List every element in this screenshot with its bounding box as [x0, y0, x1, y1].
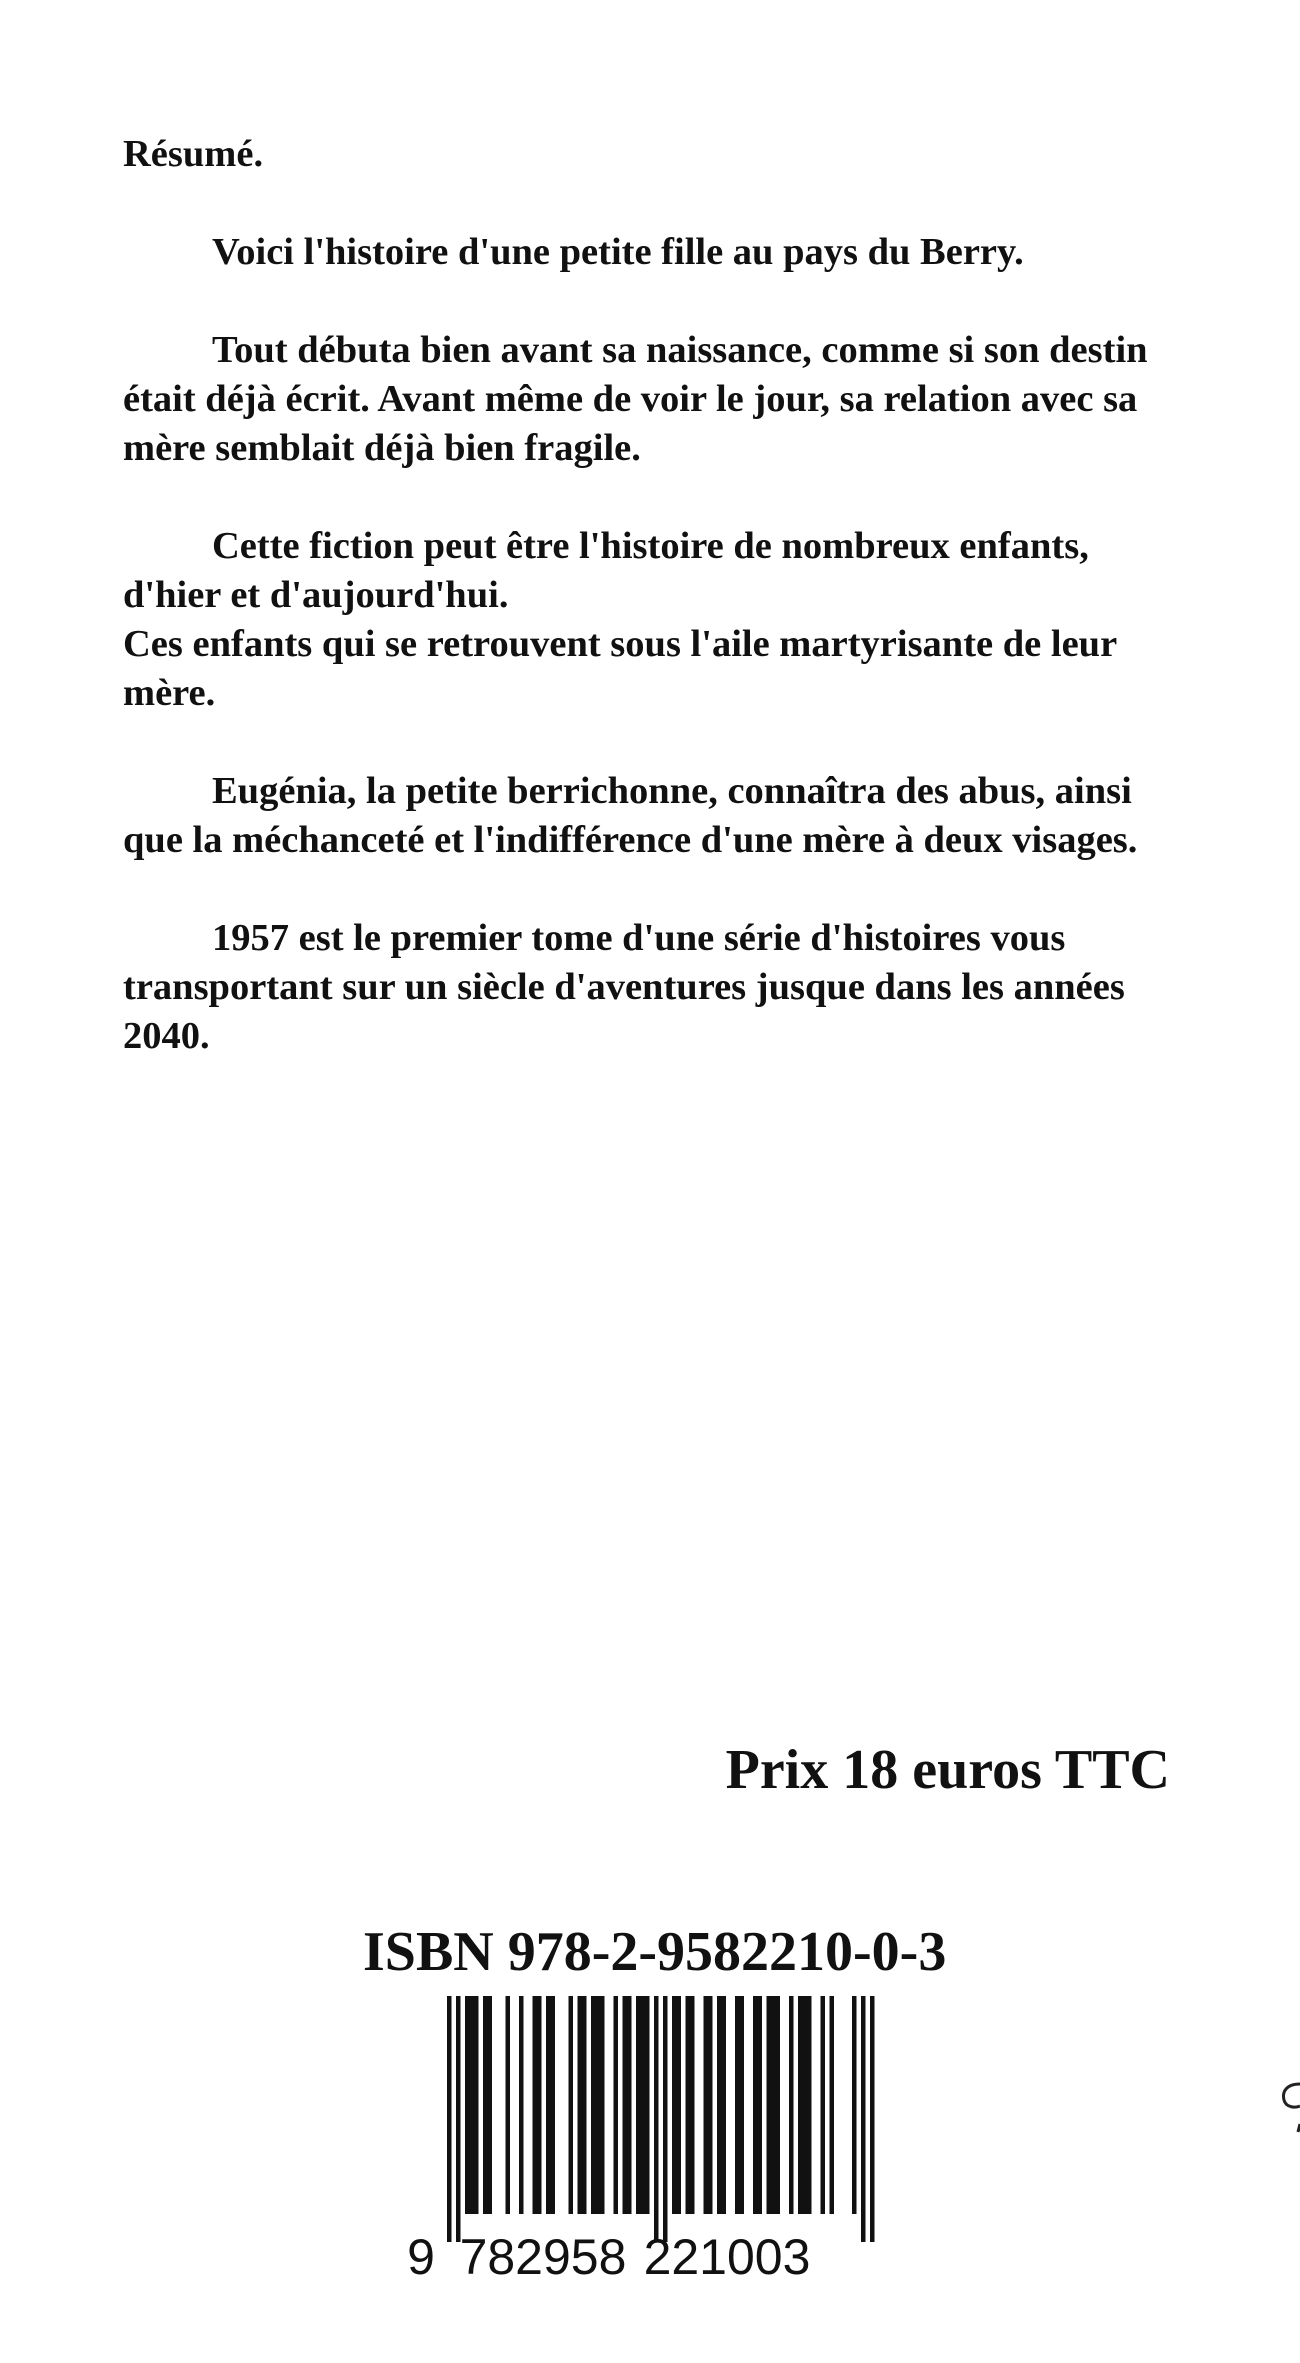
barcode-bar	[735, 1996, 740, 2214]
barcode-bar	[704, 1996, 709, 2214]
barcode-bar	[672, 1996, 677, 2214]
barcode-bar	[519, 1996, 524, 2214]
barcode-bar	[627, 1996, 632, 2214]
barcode-bar	[614, 1996, 619, 2214]
barcode-bar	[821, 1996, 826, 2214]
summary-paragraph-3: Cette fiction peut être l'histoire de nombreux enfants, d'hier et d'aujourd'hui.	[123, 525, 1089, 616]
barcode-bar	[470, 1996, 475, 2214]
summary-block	[123, 130, 1183, 1110]
barcode-guard-bar	[870, 1996, 875, 2242]
barcode-guard-bar	[861, 1996, 866, 2242]
barcode-bar	[789, 1996, 794, 2214]
barcode-left-digits: 782958	[459, 2229, 627, 2280]
barcode-bar	[591, 1996, 596, 2214]
isbn-label: ISBN 978-2-9582210-0-3	[363, 1921, 947, 1983]
barcode-bar	[569, 1996, 574, 2214]
summary-paragraph-6: 1957 est le premier tome d'une série d'histoires vous transportant sur un siècle d'aventures jusque dans les années 2040.	[123, 917, 1125, 1057]
barcode-guard-bar	[663, 1996, 668, 2242]
barcode-bar	[771, 1996, 776, 2214]
barcode-bar	[533, 1996, 538, 2214]
barcode-bar	[546, 1996, 551, 2214]
barcode-bar	[483, 1996, 488, 2214]
barcode-bar	[852, 1996, 857, 2214]
barcode-bar	[803, 1996, 808, 2214]
barcode-bar	[578, 1996, 583, 2214]
barcode-bar	[740, 1996, 745, 2214]
barcode-right-digits: 221003	[643, 2229, 811, 2280]
barcode-bar	[506, 1996, 511, 2214]
barcode-bar	[551, 1996, 556, 2214]
barcode-bar	[686, 1996, 691, 2214]
barcode-bar	[645, 1996, 650, 2214]
barcode-bar	[488, 1996, 493, 2214]
barcode-bar	[600, 1996, 605, 2214]
barcode-bar	[830, 1996, 835, 2214]
barcode-bars	[447, 1996, 875, 2242]
summary-paragraph-4: Ces enfants qui se retrouvent sous l'aile martyrisante de leur mère.	[123, 623, 1117, 714]
barcode-bar	[708, 1996, 713, 2214]
barcode-bar	[636, 1996, 641, 2214]
barcode-bar	[690, 1996, 695, 2214]
barcode-bar	[753, 1996, 758, 2214]
barcode-bar	[582, 1996, 587, 2214]
barcode-bar	[641, 1996, 646, 2214]
summary-paragraph-1: Voici l'histoire d'une petite fille au pays du Berry.	[212, 231, 1024, 273]
barcode-bar	[717, 1996, 722, 2214]
isbn-barcode	[405, 1990, 925, 2280]
barcode-bar	[623, 1996, 628, 2214]
barcode-first-digit: 9	[407, 2229, 435, 2280]
barcode-bar	[776, 1996, 781, 2214]
barcode-bar	[537, 1996, 542, 2214]
summary-paragraph-5: Eugénia, la petite berrichonne, connaîtra des abus, ainsi que la méchanceté et l'indifférence d'une mère à deux visages.	[123, 770, 1138, 861]
barcode-guard-bar	[456, 1996, 461, 2242]
summary-heading: Résumé.	[123, 133, 264, 175]
barcode-bar	[677, 1996, 682, 2214]
barcode-bar	[474, 1996, 479, 2214]
edge-ornament-icon	[1276, 2078, 1300, 2138]
price-label: Prix 18 euros TTC	[725, 1739, 1170, 1801]
barcode-bar	[596, 1996, 601, 2214]
barcode-guard-bar	[447, 1996, 452, 2242]
barcode-bar	[758, 1996, 763, 2214]
barcode-bar	[767, 1996, 772, 2214]
barcode-bar	[798, 1996, 803, 2214]
summary-paragraph-2: Tout débuta bien avant sa naissance, comme si son destin était déjà écrit. Avant même de voir le jour, sa relation avec sa mère semblait déjà bien fragile.	[123, 329, 1148, 469]
barcode-bar	[807, 1996, 812, 2214]
barcode-bar	[722, 1996, 727, 2214]
barcode-guard-bar	[654, 1996, 659, 2242]
barcode-bar	[465, 1996, 470, 2214]
